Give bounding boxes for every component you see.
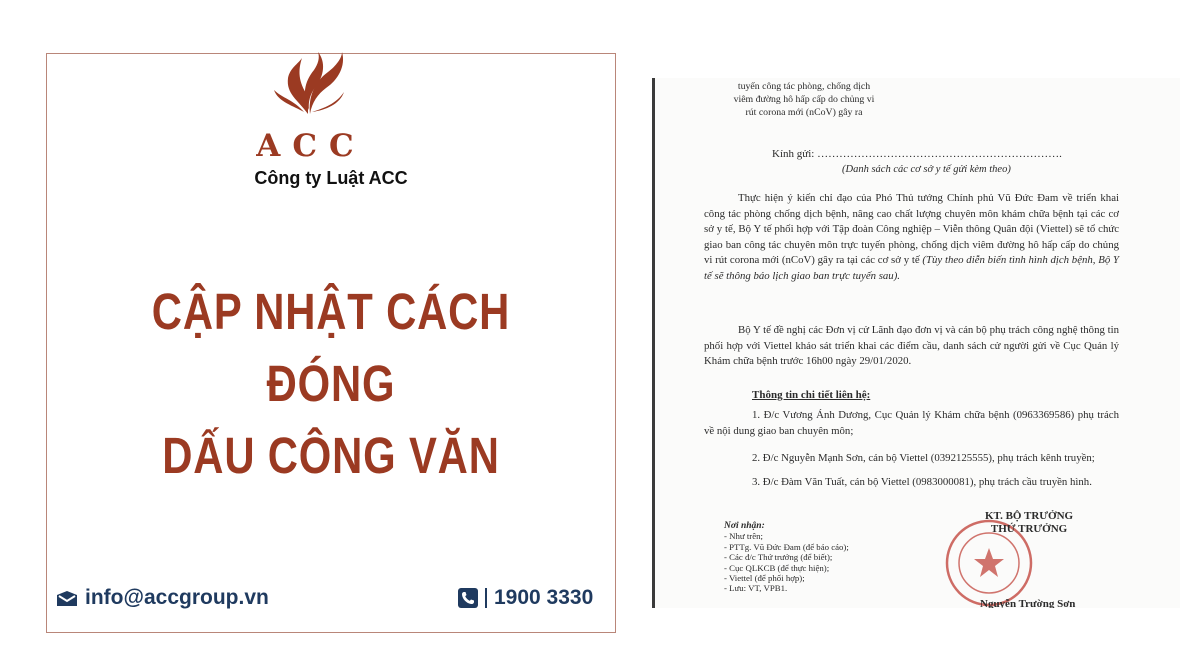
paragraph-1 [704, 191, 1119, 284]
recipient-item: - Các đ/c Thứ trưởng (để biết); [724, 552, 833, 563]
recipient-item: - Cục QLKCB (để thực hiện); [724, 562, 830, 573]
document-scan [652, 78, 1180, 608]
signature-line-2: THỨ TRƯỞNG [990, 523, 1068, 535]
phone-separator [485, 588, 487, 608]
contact-2: 2. Đ/c Nguyễn Mạnh Sơn, cán bộ Viettel (0392125555), phụ trách kênh truyền; [752, 452, 1095, 464]
phone-icon [458, 588, 478, 608]
contact-heading: Thông tin chi tiết liên hệ: [752, 389, 871, 401]
phone-text: 1900 3330 [494, 586, 594, 609]
signature-title [985, 510, 1073, 536]
document-edge [652, 78, 655, 608]
document-subject [704, 80, 904, 119]
addressee-note: (Danh sách các cơ sở y tế gửi kèm theo) [842, 164, 1011, 175]
contact-1: 1. Đ/c Vương Ánh Dương, Cục Quản lý Khám chữa bệnh (0963369586) phụ trách về nội dung giao ban chuyên môn; [704, 409, 1119, 437]
signer-name: Nguyễn Trường Sơn [980, 598, 1076, 608]
recipient-item: - Như trên; [724, 531, 763, 542]
acc-logo-icon [268, 52, 348, 116]
recipients-list [724, 521, 849, 594]
addressee: Kính gửi: …………………………………………………………. [772, 148, 1062, 160]
paragraph-2: Bộ Y tế đề nghị các Đơn vị cử Lãnh đạo đơn vị và cán bộ phụ trách công nghệ thông tin phối hợp với Viettel khảo sát triển khai các điểm cầu, danh sách cử người gửi về Cục Quản lý Khám chữa bệnh trước 16h00 ngày 29/01/2020. [704, 324, 1119, 367]
headline-line-2: DẤU CÔNG VĂN [162, 427, 500, 484]
email-contact[interactable] [56, 586, 269, 610]
headline [97, 276, 564, 492]
contact-3: 3. Đ/c Đàm Văn Tuất, cán bộ Viettel (0983000081), phụ trách cầu truyền hình. [752, 476, 1092, 488]
envelope-icon [56, 590, 78, 607]
subject-line: tuyến công tác phòng, chống dịch [737, 81, 871, 92]
recipient-item: - PTTg. Vũ Đức Đam (để báo cáo); [724, 541, 849, 552]
company-name: Công ty Luật ACC [254, 168, 408, 188]
recipient-item: - Lưu: VT, VPB1. [724, 583, 788, 594]
recipient-item: - Viettel (để phối hợp); [724, 573, 805, 584]
email-text: info@accgroup.vn [85, 586, 269, 609]
subject-line: viêm đường hô hấp cấp do chủng vi [733, 94, 875, 105]
recipients-heading: Nơi nhận: [724, 521, 765, 531]
headline-line-1: CẬP NHẬT CÁCH ĐÓNG [151, 283, 511, 412]
brand-name: ACC [256, 128, 366, 164]
paragraph-1-text: Thực hiện ý kiến chỉ đạo của Phó Thủ tướng Chính phủ Vũ Đức Đam về triển khai công tác phòng chống dịch bệnh, nâng cao chất lượng chuyên môn khám chữa bệnh tại các cơ sở y tế, Bộ Y tế phối hợp với Tập đoàn Công nghiệp – Viễn thông Quân đội (Viettel) sẽ tổ chức giao ban công tác chuyên môn trực tuyến phòng, chống dịch viêm đường hô hấp cấp do chủng vi rút corona mới (nCoV) gây ra tại các cơ sở y tế [704, 192, 1119, 266]
paragraph-1-italic: (Tùy theo diễn biến tình hình dịch bệnh, Bộ Y tế sẽ thông báo lịch giao ban trực tuyến sau). [704, 254, 1120, 282]
subject-line: rút corona mới (nCoV) gây ra [745, 107, 863, 118]
phone-contact[interactable] [458, 586, 593, 610]
signature-line-1: KT. BỘ TRƯỞNG [985, 510, 1074, 522]
